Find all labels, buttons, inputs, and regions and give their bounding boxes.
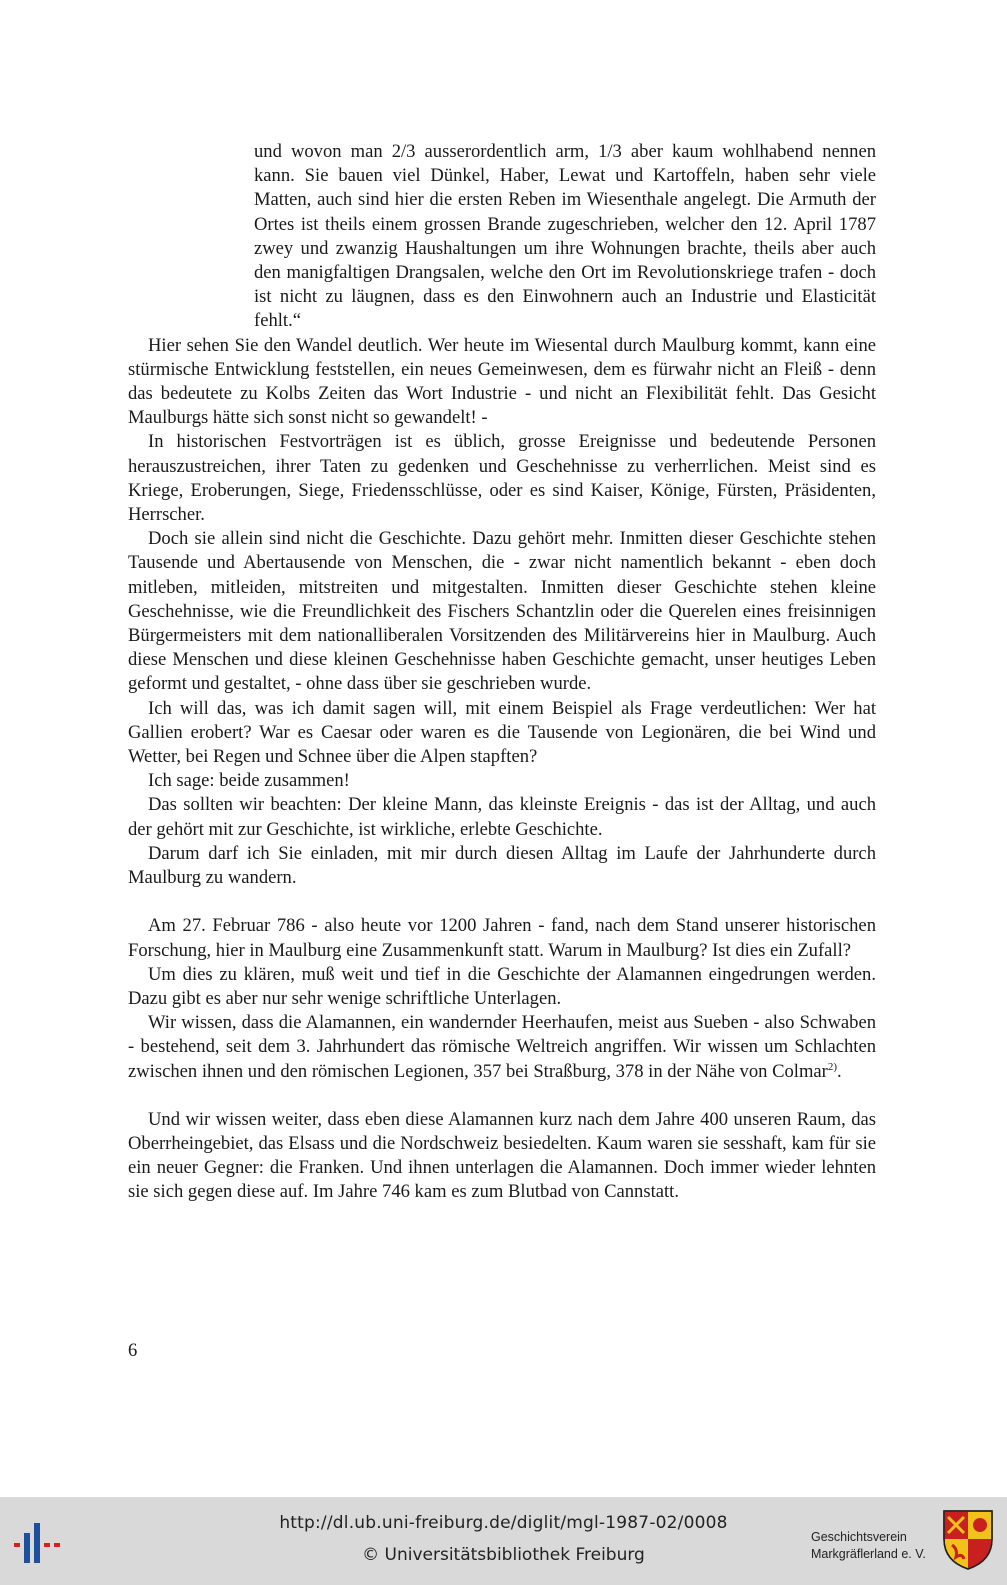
- footer-bar: [0, 1497, 1007, 1585]
- page-number: 6: [128, 1340, 138, 1361]
- paragraph-5: Ich sage: beide zusammen!: [148, 770, 350, 792]
- paragraph-3: Doch sie allein sind nicht die Geschichte. Dazu gehört mehr. Inmitten dieser Geschichte stehen Tausende und Abertausende von Menschen, die - zwar nicht namentlich bekannt - eben doch mitleben, mitleiden, mitstreiten und mitgestalten. Inmitten dieser Geschichte stehen kleine Geschehnisse, wie die Freundlichkeit des Fischers Schantzlin oder die Querelen eines freisinnigen Bürgermeisters mit dem nationalliberalen Vorsitzenden des Militärvereins hier in Maulburg. Auch diese Menschen und diese kleinen Geschehnisse haben Geschichte gemacht, unser heutiges Leben geformt und gestaltet, - ohne dass über sie geschrieben wurde.: [128, 528, 876, 695]
- paragraph-2: In historischen Festvorträgen ist es üblich, grosse Ereignisse und bedeutende Personen herauszustreichen, ihrer Taten zu gedenken und Geschehnisse zu verherrlichen. Meist sind es Kriege, Eroberungen, Siege, Friedensschlüsse, oder es sind Kaiser, Könige, Fürsten, Präsidenten, Herrscher.: [128, 431, 876, 526]
- paragraph-colmar-end: .: [837, 1060, 842, 1082]
- society-crest-icon[interactable]: [942, 1509, 994, 1571]
- paragraph-7: Darum darf ich Sie einladen, mit mir durch diesen Alltag im Laufe der Jahrhunderte durch Maulburg zu wandern.: [128, 842, 876, 889]
- paragraph-6: Das sollten wir beachten: Der kleine Mann, das kleinste Ereignis - das ist der Alltag, und auch der gehört mit zur Geschichte, ist wirkliche, erlebte Geschichte.: [128, 794, 876, 840]
- section-gap-2: [128, 1084, 876, 1108]
- footer-copyright: © Universitätsbibliothek Freiburg: [362, 1545, 645, 1565]
- body-text: [128, 140, 876, 1205]
- quote-paragraph: und wovon man 2/3 ausserordentlich arm, 1/3 aber kaum wohlhabend nennen kann. Sie bauen viel Dünkel, Haber, Lewat und Kartoffeln, haben sehr viele Matten, auch sind hier die ersten Reben im Wiesenthale angelegt. Die Armuth der Ortes ist theils einem grossen Brande zugeschrieben, welcher den 12. April 1787 zwey und zwanzig Haushaltungen um ihre Wohnungen brachte, theils aber auch den manigfaltigen Drangsalen, welche den Ort im Revolutionskriege trafen - doch ist nicht zu läugnen, dass es den Einwohnern auch an Industrie und Elasticität fehlt.“: [254, 141, 876, 332]
- society-name-line2: Markgräflerland e. V.: [811, 1547, 926, 1561]
- paragraph-4: Ich will das, was ich damit sagen will, mit einem Beispiel als Frage verdeutlichen: Wer hat Gallien erobert? War es Caesar oder waren es die Tausende von Legionären, die bei Wind und Wetter, bei Regen und Schnee über die Alpen stapften?: [128, 697, 876, 768]
- society-name-line1: Geschichtsverein: [811, 1530, 907, 1544]
- society-name: [811, 1529, 926, 1563]
- footer-url-link[interactable]: http://dl.ub.uni-freiburg.de/diglit/mgl-1987-02/0008: [279, 1513, 728, 1533]
- section-gap: [128, 890, 876, 914]
- paragraph-colmar-text: Wir wissen, dass die Alamannen, ein wandernder Heerhaufen, meist aus Sueben - also Schwaben - bestehend, seit dem 3. Jahrhundert das römische Weltreich angriffen. Wir wissen um Schlachten zwischen ihnen und den römischen Legionen, 357 bei Straßburg, 378 in der Nähe von Colmar: [128, 1012, 876, 1082]
- paragraph-colmar: [128, 1011, 876, 1084]
- footnote-ref[interactable]: 2): [827, 1060, 838, 1073]
- paragraph-8: Am 27. Februar 786 - also heute vor 1200 Jahren - fand, nach dem Stand unserer historischen Forschung, hier in Maulburg eine Zusammenkunft statt. Warum in Maulburg? Ist dies ein Zufall?: [128, 915, 876, 961]
- paragraph-9: Um dies zu klären, muß weit und tief in die Geschichte der Alamannen eingedrungen werden. Dazu gibt es aber nur sehr wenige schriftliche Unterlagen.: [128, 963, 876, 1009]
- paragraph-last: Und wir wissen weiter, dass eben diese Alamannen kurz nach dem Jahre 400 unseren Raum, das Oberrheingebiet, das Elsass und die Nordschweiz besiedelten. Kaum waren sie sesshaft, kam für sie ein neuer Gegner: die Franken. Und ihnen unterlagen die Alamannen. Doch immer wieder lehnten sie sich gegen diese auf. Im Jahre 746 kam es zum Blutbad von Cannstatt.: [128, 1108, 876, 1203]
- paragraph-1: Hier sehen Sie den Wandel deutlich. Wer heute im Wiesental durch Maulburg kommt, kann eine stürmische Entwicklung feststellen, ein neues Gemeinwesen, dem es fürwahr nicht an Fleiß - denn das bedeutete zu Kolbs Zeiten das Wort Industrie - und nicht an Flexibilität fehlt. Das Gesicht Maulburgs hätte sich sonst nicht so gewandelt! -: [128, 334, 876, 429]
